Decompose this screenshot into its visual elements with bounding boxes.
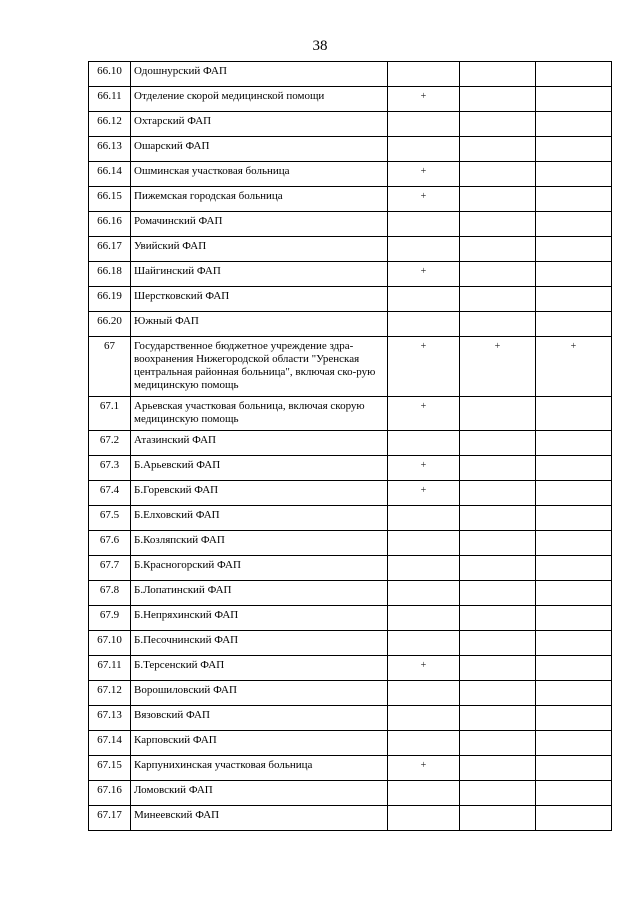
mark-cell-col1 [388, 162, 460, 187]
mark-cell-col3 [536, 312, 612, 337]
row-number-cell: 66.12 [89, 112, 131, 137]
row-number-cell: 66.10 [89, 62, 131, 87]
row-number-cell: 67.3 [89, 456, 131, 481]
mark-cell-col1 [388, 431, 460, 456]
table-row [89, 481, 612, 506]
mark-cell-col2 [460, 337, 536, 397]
row-number-cell: 67 [89, 337, 131, 397]
table-row [89, 87, 612, 112]
mark-cell-col3 [536, 87, 612, 112]
table-row [89, 531, 612, 556]
table-row [89, 606, 612, 631]
mark-cell-col2 [460, 481, 536, 506]
mark-cell-col1 [388, 481, 460, 506]
mark-cell-col3 [536, 287, 612, 312]
table-row [89, 162, 612, 187]
mark-cell-col3 [536, 187, 612, 212]
mark-cell-col2 [460, 137, 536, 162]
plus-mark: + [420, 341, 427, 352]
mark-cell-col3 [536, 781, 612, 806]
mark-cell-col1 [388, 287, 460, 312]
mark-cell-col1 [388, 87, 460, 112]
mark-cell-col3 [536, 606, 612, 631]
row-number-cell: 67.9 [89, 606, 131, 631]
mark-cell-col3 [536, 656, 612, 681]
mark-cell-col3 [536, 237, 612, 262]
mark-cell-col3 [536, 681, 612, 706]
row-number-cell: 67.1 [89, 397, 131, 431]
table-row [89, 781, 612, 806]
facility-name-cell: Шайгинский ФАП [131, 262, 388, 287]
mark-cell-col1 [388, 606, 460, 631]
mark-cell-col1 [388, 262, 460, 287]
plus-mark: + [420, 460, 427, 471]
plus-mark: + [420, 166, 427, 177]
mark-cell-col3 [536, 162, 612, 187]
table-row [89, 806, 612, 831]
row-number-cell: 67.2 [89, 431, 131, 456]
mark-cell-col1 [388, 731, 460, 756]
row-number-cell: 67.12 [89, 681, 131, 706]
mark-cell-col1 [388, 781, 460, 806]
mark-cell-col2 [460, 456, 536, 481]
facility-name-cell: Б.Арьевский ФАП [131, 456, 388, 481]
facility-name-cell: Отделение скорой медицинской помощи [131, 87, 388, 112]
facility-name-cell: Б.Елховский ФАП [131, 506, 388, 531]
facility-name-cell: Шерстковский ФАП [131, 287, 388, 312]
table-body [89, 62, 612, 831]
row-number-cell: 66.17 [89, 237, 131, 262]
facility-name-cell: Охтарский ФАП [131, 112, 388, 137]
mark-cell-col3 [536, 756, 612, 781]
mark-cell-col3 [536, 112, 612, 137]
table-row [89, 581, 612, 606]
mark-cell-col1 [388, 531, 460, 556]
mark-cell-col2 [460, 806, 536, 831]
mark-cell-col2 [460, 506, 536, 531]
facility-name-cell: Атазинский ФАП [131, 431, 388, 456]
table-row [89, 137, 612, 162]
mark-cell-col1 [388, 506, 460, 531]
mark-cell-col3 [536, 806, 612, 831]
row-number-cell: 67.4 [89, 481, 131, 506]
facility-name-cell: Южный ФАП [131, 312, 388, 337]
table-row [89, 262, 612, 287]
plus-mark: + [420, 485, 427, 496]
mark-cell-col3 [536, 556, 612, 581]
facility-name-cell: Арьевская участковая больница, включая скорую медицинскую помощь [131, 397, 388, 431]
row-number-cell: 67.8 [89, 581, 131, 606]
mark-cell-col2 [460, 397, 536, 431]
table-row [89, 681, 612, 706]
mark-cell-col2 [460, 87, 536, 112]
plus-mark: + [494, 341, 501, 352]
mark-cell-col1 [388, 631, 460, 656]
mark-cell-col2 [460, 212, 536, 237]
mark-cell-col1 [388, 62, 460, 87]
table-row [89, 556, 612, 581]
mark-cell-col2 [460, 187, 536, 212]
mark-cell-col3 [536, 731, 612, 756]
table-row [89, 397, 612, 431]
table-row [89, 506, 612, 531]
mark-cell-col2 [460, 162, 536, 187]
mark-cell-col1 [388, 656, 460, 681]
facility-name-cell: Б.Непряхинский ФАП [131, 606, 388, 631]
facility-name-cell: Пижемская городская больница [131, 187, 388, 212]
table-row [89, 312, 612, 337]
mark-cell-col3 [536, 397, 612, 431]
plus-mark: + [420, 401, 427, 412]
plus-mark: + [420, 266, 427, 277]
row-number-cell: 67.14 [89, 731, 131, 756]
mark-cell-col1 [388, 112, 460, 137]
mark-cell-col3 [536, 531, 612, 556]
mark-cell-col1 [388, 312, 460, 337]
facility-name-cell: Государственное бюджетное учреждение здра-воохранения Нижегородской области "Уренская центральная районная больница", включая ско-рую медицинскую помощь [131, 337, 388, 397]
mark-cell-col2 [460, 556, 536, 581]
row-number-cell: 66.20 [89, 312, 131, 337]
mark-cell-col1 [388, 681, 460, 706]
table-row [89, 631, 612, 656]
row-number-cell: 66.15 [89, 187, 131, 212]
table-row [89, 456, 612, 481]
mark-cell-col2 [460, 731, 536, 756]
mark-cell-col1 [388, 706, 460, 731]
row-number-cell: 66.13 [89, 137, 131, 162]
mark-cell-col3 [536, 706, 612, 731]
mark-cell-col2 [460, 531, 536, 556]
mark-cell-col3 [536, 581, 612, 606]
mark-cell-col3 [536, 262, 612, 287]
table-row [89, 706, 612, 731]
mark-cell-col2 [460, 581, 536, 606]
table-row [89, 287, 612, 312]
mark-cell-col2 [460, 656, 536, 681]
table-row [89, 62, 612, 87]
mark-cell-col1 [388, 397, 460, 431]
row-number-cell: 66.14 [89, 162, 131, 187]
plus-mark: + [420, 91, 427, 102]
row-number-cell: 67.17 [89, 806, 131, 831]
mark-cell-col2 [460, 606, 536, 631]
mark-cell-col2 [460, 431, 536, 456]
facility-name-cell: Карповский ФАП [131, 731, 388, 756]
facility-name-cell: Одошнурский ФАП [131, 62, 388, 87]
mark-cell-col3 [536, 431, 612, 456]
mark-cell-col1 [388, 187, 460, 212]
facility-name-cell: Б.Козляпский ФАП [131, 531, 388, 556]
mark-cell-col2 [460, 287, 536, 312]
mark-cell-col2 [460, 631, 536, 656]
mark-cell-col1 [388, 237, 460, 262]
table-row [89, 337, 612, 397]
facility-name-cell: Ошминская участковая больница [131, 162, 388, 187]
page-number: 38 [312, 38, 328, 54]
table-row [89, 656, 612, 681]
table-row [89, 112, 612, 137]
facility-name-cell: Ошарский ФАП [131, 137, 388, 162]
row-number-cell: 67.6 [89, 531, 131, 556]
mark-cell-col1 [388, 806, 460, 831]
table-row [89, 756, 612, 781]
row-number-cell: 67.13 [89, 706, 131, 731]
mark-cell-col3 [536, 62, 612, 87]
row-number-cell: 67.5 [89, 506, 131, 531]
mark-cell-col3 [536, 481, 612, 506]
mark-cell-col3 [536, 137, 612, 162]
mark-cell-col2 [460, 262, 536, 287]
row-number-cell: 66.16 [89, 212, 131, 237]
facility-name-cell: Вязовский ФАП [131, 706, 388, 731]
facility-name-cell: Б.Лопатинский ФАП [131, 581, 388, 606]
mark-cell-col1 [388, 137, 460, 162]
row-number-cell: 67.10 [89, 631, 131, 656]
table-row [89, 237, 612, 262]
facility-name-cell: Карпунихинская участковая больница [131, 756, 388, 781]
facility-name-cell: Б.Горевский ФАП [131, 481, 388, 506]
facility-name-cell: Ромачинский ФАП [131, 212, 388, 237]
facility-name-cell: Б.Терсенский ФАП [131, 656, 388, 681]
row-number-cell: 67.16 [89, 781, 131, 806]
facility-name-cell: Б.Песочнинский ФАП [131, 631, 388, 656]
plus-mark: + [420, 191, 427, 202]
table-row [89, 431, 612, 456]
mark-cell-col1 [388, 756, 460, 781]
mark-cell-col1 [388, 456, 460, 481]
row-number-cell: 67.7 [89, 556, 131, 581]
plus-mark: + [420, 660, 427, 671]
plus-mark: + [420, 760, 427, 771]
table-row [89, 212, 612, 237]
facility-name-cell: Ворошиловский ФАП [131, 681, 388, 706]
row-number-cell: 66.18 [89, 262, 131, 287]
mark-cell-col2 [460, 62, 536, 87]
mark-cell-col3 [536, 212, 612, 237]
mark-cell-col2 [460, 112, 536, 137]
row-number-cell: 67.11 [89, 656, 131, 681]
plus-mark: + [570, 341, 577, 352]
mark-cell-col2 [460, 681, 536, 706]
facilities-table [88, 61, 612, 831]
mark-cell-col2 [460, 756, 536, 781]
row-number-cell: 67.15 [89, 756, 131, 781]
facility-name-cell: Ломовский ФАП [131, 781, 388, 806]
table-row [89, 731, 612, 756]
mark-cell-col3 [536, 631, 612, 656]
mark-cell-col2 [460, 781, 536, 806]
mark-cell-col1 [388, 337, 460, 397]
table-row [89, 187, 612, 212]
mark-cell-col2 [460, 706, 536, 731]
mark-cell-col3 [536, 506, 612, 531]
mark-cell-col1 [388, 212, 460, 237]
facility-name-cell: Б.Красногорский ФАП [131, 556, 388, 581]
mark-cell-col2 [460, 237, 536, 262]
facility-name-cell: Минеевский ФАП [131, 806, 388, 831]
facility-name-cell: Увийский ФАП [131, 237, 388, 262]
mark-cell-col2 [460, 312, 536, 337]
row-number-cell: 66.11 [89, 87, 131, 112]
mark-cell-col1 [388, 581, 460, 606]
mark-cell-col3 [536, 456, 612, 481]
mark-cell-col1 [388, 556, 460, 581]
mark-cell-col3 [536, 337, 612, 397]
row-number-cell: 66.19 [89, 287, 131, 312]
